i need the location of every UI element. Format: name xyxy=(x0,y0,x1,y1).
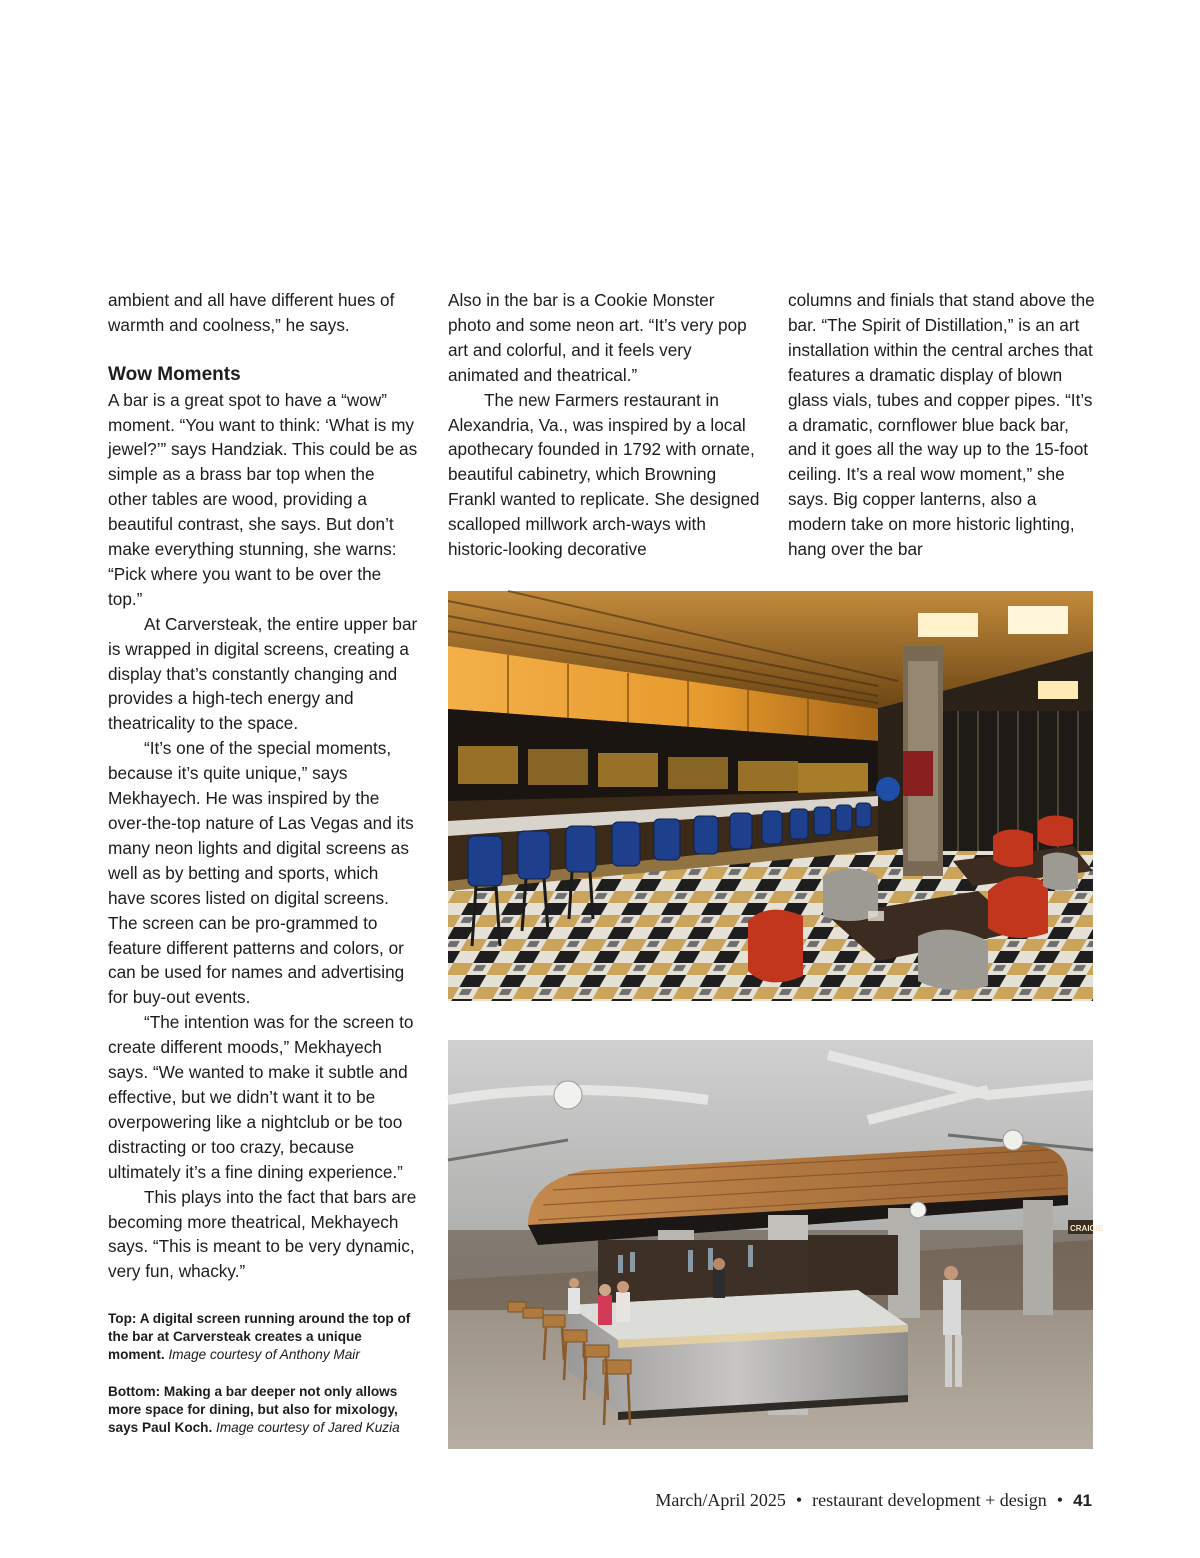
magazine-name: restaurant development + design xyxy=(812,1490,1047,1510)
issue-date: March/April 2025 xyxy=(655,1490,786,1510)
separator-dot: • xyxy=(795,1490,803,1510)
page-number: 41 xyxy=(1073,1491,1092,1510)
paragraph: ambient and all have different hues of warmth and coolness,” he says. xyxy=(108,290,395,335)
paragraph: A bar is a great spot to have a “wow” moment. “You want to think: ‘What is my jewel?’” says Handziak. This could be as simple as a brass bar top when the other tables are wood, providing a beautiful contrast, she says. But don’t make everything stunning, she warns: “Pick where you want to be over the top.” xyxy=(108,389,418,609)
paragraph: “The intention was for the screen to create different moods,” Mekhayech says. “We wanted to make it subtle and effective, but we didn’t want it to be overpowering like a nightclub or be too distracting or too crazy, because ultimately it’s a fine dining experience.” xyxy=(108,1012,414,1182)
caption-bottom: Bottom: Making a bar deeper not only allows more space for dining, but also for mixology, says Paul Koch. Image courtesy of Jared Kuzia xyxy=(108,1383,400,1436)
paragraph: “It’s one of the special moments, because it’s quite unique,” says Mekhayech. He was inspired by the over-the-top nature of Las Vegas and its many neon lights and digital screens as well as by betting and sports, which have scores listed on digital screens. The screen can be pro-grammed to feature different patterns and colors, or can be used for names and advertising for buy-out events. xyxy=(108,738,414,1008)
article-column-2 xyxy=(448,288,760,562)
article-column-3 xyxy=(788,288,1098,562)
paragraph: Also in the bar is a Cookie Monster photo and some neon art. “It’s very pop art and colorful, and it feels very animated and theatrical.” xyxy=(448,290,747,385)
paragraph: At Carversteak, the entire upper bar is wrapped in digital screens, creating a display that’s constantly changing and provides a high-tech energy and theatricality to the space. xyxy=(108,613,418,734)
photo-deep-bar xyxy=(448,1040,1104,1449)
section-heading: Wow Moments xyxy=(108,363,241,385)
article-column-1 xyxy=(108,288,418,1284)
paragraph: This plays into the fact that bars are becoming more theatrical, Mekhayech says. “This is meant to be very dynamic, very fun, whacky.” xyxy=(108,1186,417,1282)
page-footer xyxy=(655,1490,1092,1511)
craigie-sign: CRAIGIE xyxy=(1070,1224,1104,1233)
paragraph: The new Farmers restaurant in Alexandria, Va., was inspired by a local apothecary founded in 1792 with ornate, beautiful cabinetry, which Browning Frankl wanted to replicate. She designed scalloped millwork arch-ways with historic-looking decorative xyxy=(448,389,760,560)
caption-top: Top: A digital screen running around the top of the bar at Carversteak creates a unique moment. Image courtesy of Anthony Mair xyxy=(108,1311,411,1363)
paragraph: columns and finials that stand above the bar. “The Spirit of Distillation,” is an art installation within the central arches that features a dramatic display of blown glass vials, tubes and copper pipes. “It’s a dramatic, cornflower blue back bar, and it goes all the way up to the 15-foot ceiling. It’s a real wow moment,” she says. Big copper lanterns, also a modern take on more historic lighting, hang over the bar xyxy=(788,290,1095,560)
photo-captions xyxy=(108,1310,418,1455)
separator-dot: • xyxy=(1056,1490,1064,1510)
photo-carversteak-bar xyxy=(448,591,1093,1001)
